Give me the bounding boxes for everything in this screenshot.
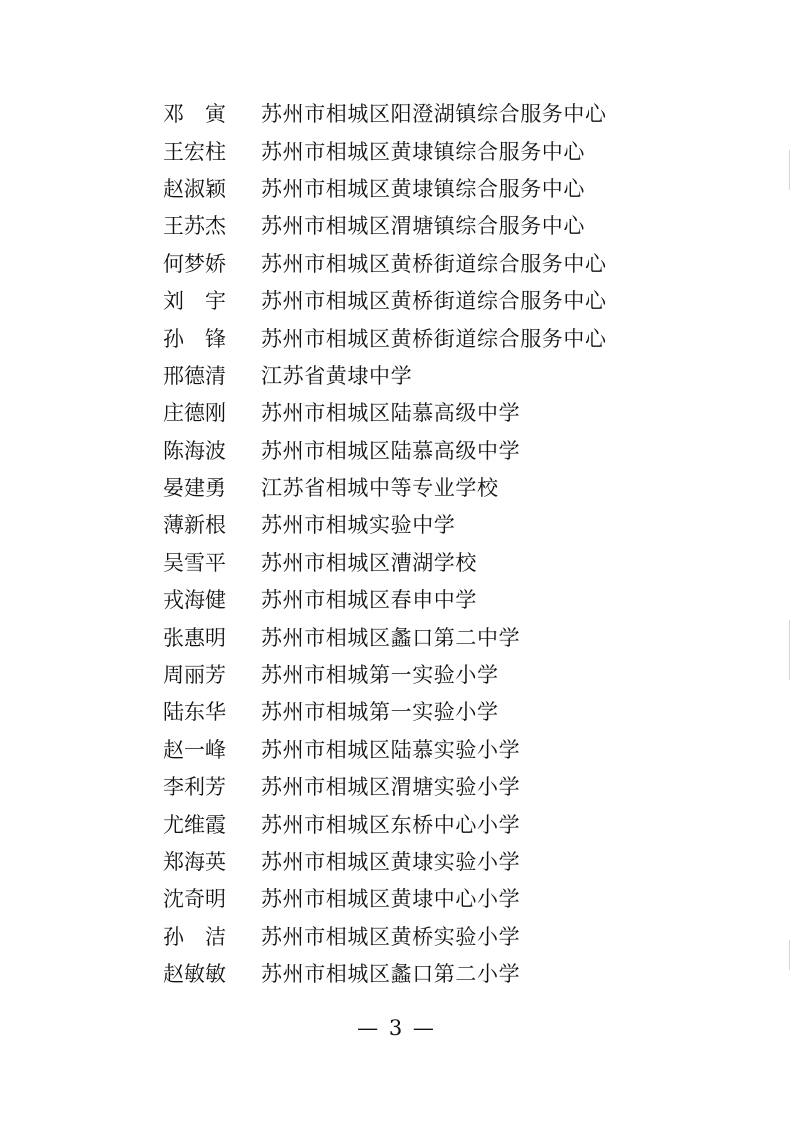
person-name: 何梦娇 xyxy=(163,251,226,276)
personnel-list xyxy=(163,96,723,993)
person-name: 孙锋 xyxy=(163,326,247,351)
person-name: 陆东华 xyxy=(163,700,226,725)
organization-name: 苏州市相城区陆慕高级中学 xyxy=(261,438,521,463)
organization-name: 苏州市相城区黄埭中心小学 xyxy=(261,887,521,912)
person-name: 张惠明 xyxy=(163,625,226,650)
person-name: 邓寅 xyxy=(163,102,247,127)
list-item xyxy=(163,246,723,283)
person-name: 李利芳 xyxy=(163,775,226,800)
list-item xyxy=(163,881,723,918)
person-name: 薄新根 xyxy=(163,513,226,538)
organization-name: 苏州市相城区阳澄湖镇综合服务中心 xyxy=(261,102,607,127)
organization-name: 苏州市相城区陆慕实验小学 xyxy=(261,737,521,762)
organization-name: 苏州市相城区陆慕高级中学 xyxy=(261,401,521,426)
organization-name: 苏州市相城第一实验小学 xyxy=(261,700,499,725)
organization-name: 苏州市相城区渭塘实验小学 xyxy=(261,775,521,800)
list-item xyxy=(163,96,723,133)
list-item xyxy=(163,470,723,507)
person-name: 赵一峰 xyxy=(163,737,226,762)
list-item xyxy=(163,806,723,843)
list-item xyxy=(163,283,723,320)
list-item xyxy=(163,395,723,432)
organization-name: 苏州市相城实验中学 xyxy=(261,513,456,538)
person-name: 郑海英 xyxy=(163,850,226,874)
organization-name: 苏州市相城区蠡口第二小学 xyxy=(261,962,521,987)
organization-name: 苏州市相城区黄埭实验小学 xyxy=(261,850,521,874)
person-name: 庄德刚 xyxy=(163,401,226,426)
organization-name: 江苏省黄埭中学 xyxy=(261,363,413,388)
person-name: 沈奇明 xyxy=(163,887,226,912)
list-item xyxy=(163,694,723,731)
organization-name: 苏州市相城区蠡口第二中学 xyxy=(261,625,521,650)
organization-name: 苏州市相城区黄桥街道综合服务中心 xyxy=(261,289,607,314)
list-item xyxy=(163,582,723,619)
organization-name: 苏州市相城区黄桥街道综合服务中心 xyxy=(261,251,607,276)
list-item xyxy=(163,133,723,170)
organization-name: 苏州市相城区黄埭镇综合服务中心 xyxy=(261,176,585,201)
person-name: 孙洁 xyxy=(163,924,247,949)
organization-name: 苏州市相城区黄桥街道综合服务中心 xyxy=(261,326,607,351)
person-name: 赵淑颖 xyxy=(163,176,226,201)
organization-name: 苏州市相城区渭塘镇综合服务中心 xyxy=(261,214,585,239)
list-item xyxy=(163,956,723,993)
list-item xyxy=(163,208,723,245)
organization-name: 苏州市相城区春申中学 xyxy=(261,588,477,613)
organization-name: 江苏省相城中等专业学校 xyxy=(261,476,499,501)
list-item xyxy=(163,320,723,357)
scan-edge-mark xyxy=(789,620,790,680)
person-name: 周丽芳 xyxy=(163,663,226,688)
list-item xyxy=(163,919,723,956)
scan-edge-mark xyxy=(789,150,790,190)
list-item xyxy=(163,769,723,806)
scan-edge-mark xyxy=(789,940,790,970)
person-name: 赵敏敏 xyxy=(163,962,226,987)
person-name: 王宏柱 xyxy=(163,139,226,164)
list-item xyxy=(163,358,723,395)
list-item xyxy=(163,657,723,694)
organization-name: 苏州市相城区东桥中心小学 xyxy=(261,812,521,837)
list-item xyxy=(163,507,723,544)
list-item xyxy=(163,545,723,582)
organization-name: 苏州市相城第一实验小学 xyxy=(261,663,499,688)
person-name: 刘宇 xyxy=(163,289,247,314)
person-name: 邢德清 xyxy=(163,363,226,388)
person-name: 吴雪平 xyxy=(163,550,226,575)
organization-name: 苏州市相城区黄桥实验小学 xyxy=(261,924,521,949)
person-name: 尤维霞 xyxy=(163,812,226,837)
person-name: 陈海波 xyxy=(163,438,226,463)
list-item xyxy=(163,433,723,470)
page-number: — 3 — xyxy=(357,1016,436,1040)
person-name: 晏建勇 xyxy=(163,476,226,501)
list-item xyxy=(163,844,723,881)
organization-name: 苏州市相城区黄埭镇综合服务中心 xyxy=(261,139,585,164)
organization-name: 苏州市相城区漕湖学校 xyxy=(261,550,477,575)
list-item xyxy=(163,619,723,656)
person-name: 王苏杰 xyxy=(163,214,226,239)
list-item xyxy=(163,171,723,208)
person-name: 戎海健 xyxy=(163,588,226,613)
list-item xyxy=(163,732,723,769)
